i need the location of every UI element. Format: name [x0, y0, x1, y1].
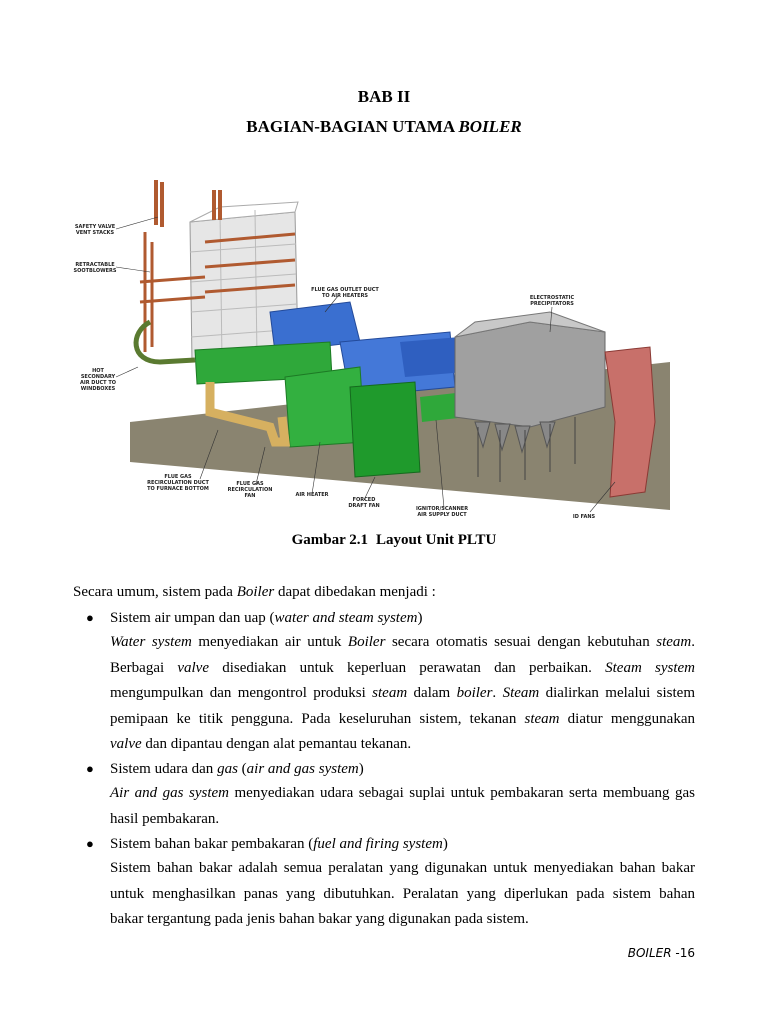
paragraph-line: untuk menghasilkan panas yang dibutuhkan. Peralatan yang diperlukan pada sistem bahan [110, 885, 695, 902]
paragraph-line: Sistem bahan bakar adalah semua peralatan yang digunakan untuk menyediakan bahan bakar [110, 860, 695, 876]
bullet-text: ) [417, 610, 423, 626]
bullet-fuel-firing [86, 831, 448, 858]
label-ignitor-scanner: IGNITOR/SCANNER AIR SUPPLY DUCT [415, 506, 469, 518]
bullet-air-gas [86, 756, 364, 783]
paragraph-line: bakar tergantung pada jenis bahan bakar yang digunakan pada sistem. [110, 911, 529, 927]
electrostatic-precipitator [455, 322, 605, 427]
label-esp: ELECTROSTATIC PRECIPITATORS [529, 295, 575, 307]
bullet-dot: ● [86, 761, 94, 776]
label-safety-valve: SAFETY VALVE VENT STACKS [74, 224, 116, 236]
pltu-layout-figure [70, 172, 700, 524]
bullet-dot: ● [86, 610, 94, 625]
bullet-text: Sistem udara dan [110, 761, 218, 777]
forced-draft-fan [350, 382, 420, 477]
figure-caption [0, 532, 768, 549]
paragraph-line: mengumpulkan dan mengontrol produksi steam dalam boiler. Steam dialirkan melalui sistem [110, 685, 696, 701]
chapter-title [0, 117, 768, 137]
label-hot-air-duct: HOT SECONDARY AIR DUCT TO WINDBOXES [79, 368, 117, 392]
label-id-fans: ID FANS [572, 514, 596, 520]
bullet-text-italic: fuel and firing system [313, 836, 443, 852]
chapter-title-italic: BOILER [458, 117, 522, 136]
chapter-heading: BAB II [357, 87, 411, 106]
caption-text: Layout Unit PLTU [376, 532, 497, 548]
paragraph-air-gas [110, 781, 695, 832]
intro-text-a: Secara umum, sistem pada [73, 584, 237, 600]
vent-stack-2 [160, 182, 164, 227]
bullet-water-steam [86, 605, 422, 632]
bullet-text: ) [358, 761, 364, 777]
label-sootblowers: RETRACTABLE SOOTBLOWERS [73, 262, 117, 274]
bullet-text-italic: air and gas system [246, 761, 359, 777]
paragraph-line: pemipaan ke titik pengguna. Pada keseluruhan sistem, tekanan steam diatur menggunakan [110, 710, 695, 727]
caption-number: Gambar 2.1 [291, 532, 369, 548]
bullet-text-italic: water and steam system [274, 610, 418, 626]
bullet-dot: ● [86, 836, 94, 851]
label-air-heater: AIR HEATER [295, 492, 329, 498]
vent-stack-3 [212, 190, 216, 220]
chapter-title-text: BAGIAN-BAGIAN UTAMA [246, 117, 459, 136]
bullet-text: Sistem bahan bakar pembakaran ( [110, 836, 314, 852]
label-recirculation-fan: FLUE GAS RECIRCULATION FAN [227, 481, 273, 499]
intro-text-b: Boiler [236, 584, 275, 600]
paragraph-line: Air and gas system menyediakan udara sebagai suplai untuk pembakaran serta membuang gas [110, 785, 695, 801]
footer-label: BOILER [627, 946, 672, 960]
label-recirculation-duct: FLUE GAS RECIRCULATION DUCT TO FURNACE BOTTOM [147, 474, 209, 492]
intro-text-c: dapat dibedakan menjadi : [274, 584, 436, 600]
paragraph-line: valve dan dipantau dengan alat pemantau tekanan. [110, 736, 412, 752]
label-flue-gas-outlet: FLUE GAS OUTLET DUCT TO AIR HEATERS [311, 287, 379, 299]
page-footer [628, 946, 695, 960]
bullet-text: ) [442, 836, 448, 852]
paragraph-fuel-firing [110, 856, 695, 933]
page-number: -16 [671, 946, 695, 960]
paragraph-line: Water system menyediakan air untuk Boiler secara otomatis sesuai dengan kebutuhan steam. [110, 634, 695, 650]
paragraph-line: hasil pembakaran. [110, 810, 220, 827]
bullet-text: ( [237, 761, 247, 777]
label-forced-draft-fan: FORCED DRAFT FAN [348, 497, 380, 509]
bullet-text: Sistem air umpan dan uap ( [110, 610, 275, 626]
vent-stack-4 [218, 190, 222, 220]
paragraph-line: Berbagai valve disediakan untuk keperluan perawatan dan perbaikan. Steam system [110, 659, 696, 676]
paragraph-water-steam [110, 630, 695, 758]
bullet-text-italic: gas [217, 761, 238, 777]
intro-paragraph [73, 580, 436, 606]
